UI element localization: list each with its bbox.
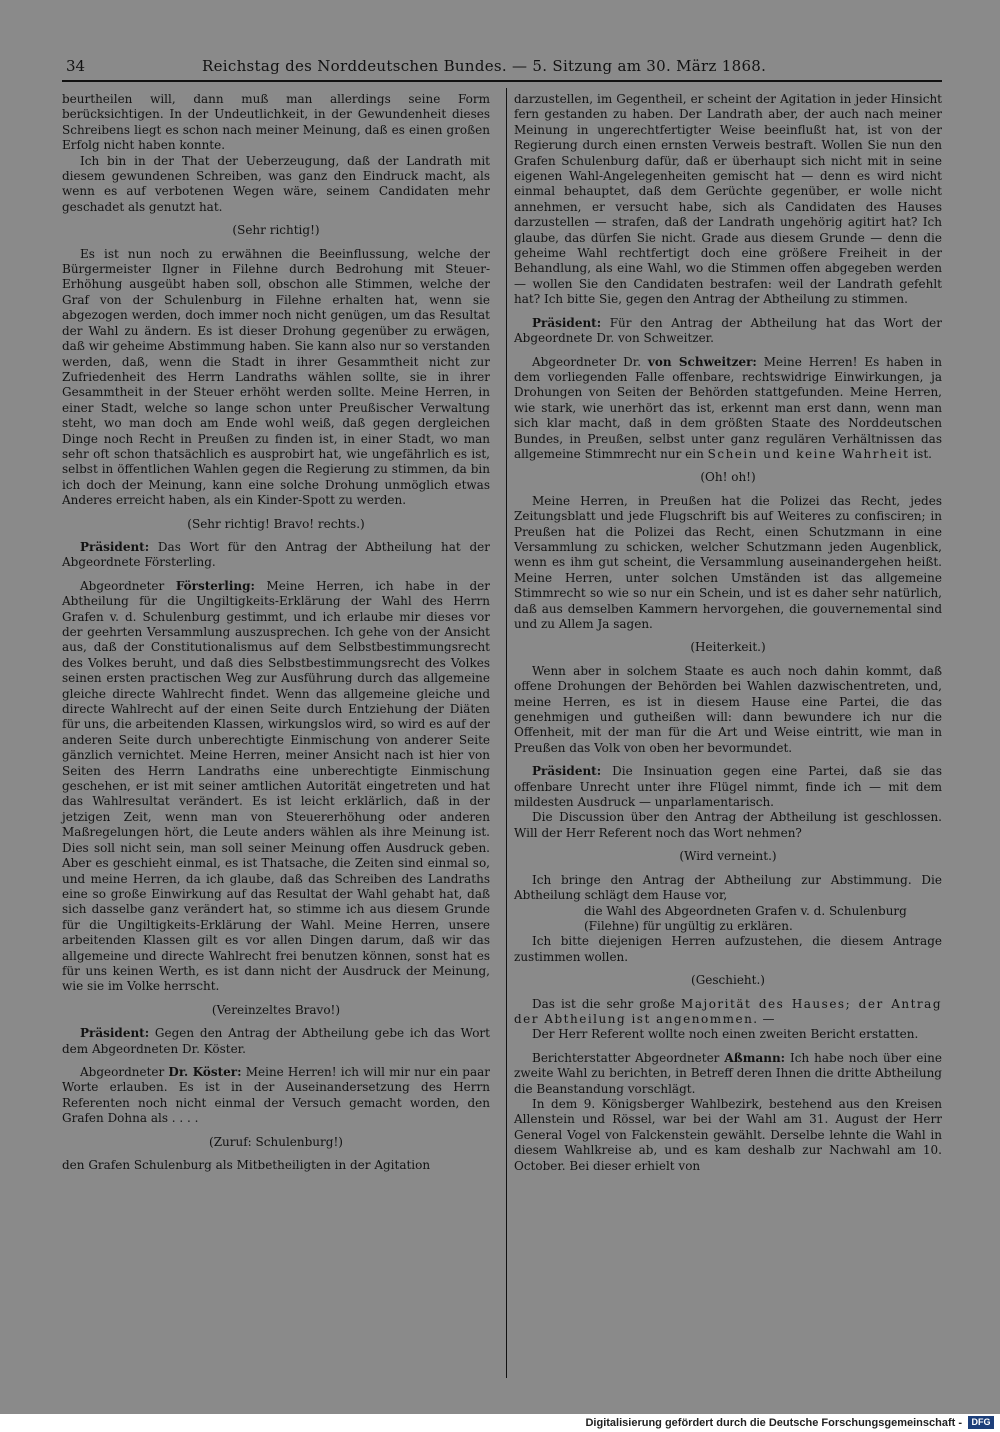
paragraph-text: Das ist die sehr große — [532, 996, 682, 1011]
left-column — [62, 92, 490, 1173]
paragraph: Die Discussion über den Antrag der Abtheilung ist geschlossen. Will der Herr Referent noch das Wort nehmen? — [514, 810, 942, 840]
speaker-prefix: Abgeordneter Dr. — [532, 354, 648, 369]
speaker-label: von Schweitzer: — [647, 354, 757, 369]
speaker-label: Präsident: — [80, 539, 150, 554]
speech-president — [514, 316, 942, 347]
speech-president — [62, 1026, 490, 1057]
speech-reporter — [514, 1051, 942, 1097]
interjection: (Zuruf: Schulenburg!) — [209, 1134, 343, 1149]
interjection: (Heiterkeit.) — [690, 640, 766, 655]
header-rule — [62, 80, 942, 82]
page-header — [62, 55, 942, 77]
paragraph: beurtheilen will, dann muß man allerdings seine Form berücksichtigen. In der Undeutlichkeit, in der Gewundenheit dieses Schreibens liegt es schon nach meiner Meinung, daß es einen großen Erfolg nicht haben konnte. — [62, 92, 490, 153]
right-column — [514, 92, 942, 1174]
paragraph: den Grafen Schulenburg als Mitbetheiligten in der Agitation — [62, 1158, 431, 1172]
speaker-label: Försterling: — [175, 578, 255, 593]
funding-credit: Digitalisierung gefördert durch die Deutsche Forschungsgemeinschaft - — [585, 1417, 962, 1429]
paragraph: Ich bitte diejenigen Herren aufzustehen, die diesem Antrage zustimmen wollen. — [514, 934, 942, 964]
paragraph: Ich bin in der That der Ueberzeugung, daß der Landrath mit diesem gewundenen Schreiben, was ganz den Eindruck macht, als wenn es auf verbotenen Wegen wäre, seinem Candidaten mehr geschadet als genutzt hat. — [62, 153, 490, 214]
speech-text: Gegen den Antrag der Abtheilung gebe ich das Wort dem Abgeordneten Dr. Köster. — [62, 1026, 490, 1056]
paragraph — [514, 997, 942, 1028]
speaker-label: Aßmann: — [724, 1050, 786, 1065]
paragraph: Wenn aber in solchem Staate es auch noch dahin kommt, daß offene Drohungen der Behörden bei Wahlen dazwischentreten, und, meine Herren, es ist in diesem Hause eine Partei, die das genehmigen und gutheißen will: dann bewundere ich nur die Offenheit, mit der man für die Art und Weise eintritt, wie man in Preußen das Volk von oben her bevormundet. — [514, 663, 942, 755]
emphasis-text: Schein und keine Wahrheit — [707, 446, 910, 461]
paragraph: Meine Herren, in Preußen hat die Polizei das Recht, jedes Zeitungsblatt und jede Flugschrift bis auf Weiteres zu confisciren; in Preußen hat die Polizei das Recht, einen Schutzmann in eine Versammlung zu schicken, welcher Schutzmann jeden Augenblick, wenn es ihm gut scheint, die Versammlung auseinandergehen heißt. Meine Herren, unter solchen Umständen ist das allgemeine Stimmrecht so wie so nur ein Schein, und ist es daher sehr natürlich, daß aus demselben Kammern hervorgehen, die gouvernemental sind und zu Allem Ja sagen. — [514, 493, 942, 631]
column-divider — [506, 88, 507, 1378]
speech-president — [62, 540, 490, 571]
digitization-footer — [0, 1414, 1000, 1432]
paragraph: Ich bringe den Antrag der Abtheilung zur Abstimmung. Die Abtheilung schlägt dem Hause vor, — [514, 872, 942, 903]
speaker-prefix: Berichterstatter Abgeordneter — [532, 1050, 725, 1065]
speaker-label: Präsident: — [80, 1026, 150, 1041]
paragraph: darzustellen, im Gegentheil, er scheint der Agitation in jeder Hinsicht fern gestanden zu haben. Der Landrath aber, der auch nach meiner Meinung in ungerechtfertigter Weise beeinflußt hat, ist von der Regierung durch einen ernsten Verweis bestraft. Wollen Sie nun den Grafen Schulenburg dafür, daß er überhaupt sich nicht mit in seine eigenen Wahl-Angelegenheiten gemischt hat — denn es wird nicht einmal behauptet, daß dem Gerüchte gegenüber, er wolle nicht annehmen, er versucht habe, sich als Candidaten des Hauses darzustellen — strafen, daß der Landrath ungehörig agitirt hat? Ich glaube, das dürfen Sie nicht. Grade aus diesem Grunde — denn die geheime Wahl rechtfertigt doch eine größere Freiheit in der Behandlung, als eine Wahl, wo die Stimmen offen abgegeben werden — wollen Sie den Candidaten bestrafen: weil der Landrath gefehlt hat? Ich bitte Sie, gegen den Antrag der Abtheilung zu stimmen. — [514, 92, 942, 307]
speech-deputy — [514, 355, 942, 463]
speech-deputy — [62, 1065, 490, 1127]
speaker-label: Präsident: — [532, 764, 602, 779]
speech-deputy — [62, 579, 490, 995]
interjection: (Vereinzeltes Bravo!) — [211, 1002, 341, 1017]
speech-text: Für den Antrag der Abtheilung hat das Wort der Abgeordnete Dr. von Schweitzer. — [514, 315, 942, 346]
speech-text: Das Wort für den Antrag der Abtheilung hat der Abgeordnete Försterling. — [62, 539, 490, 570]
speech-text: Meine Herren, ich habe in der Abtheilung für die Ungiltigkeits-Erklärung der Wahl des Herrn Grafen v. d. Schulenburg gestimmt, und ich erlaube mir dieses vor der geehrten Versammlung auszusprechen. Ich gehe von der Ansicht aus, daß der Constitutionalismus auf dem Selbstbestimmungsrecht des Volkes beruht, und daß dies Selbstbestimmungsrecht des Volkes seinen ersten practischen Weg zur Ausführung durch das allgemeine gleiche directe Wahlrecht findet. Wenn das allgemeine gleiche und directe Wahlrecht auf der einen Seite durch Entziehung der Diäten für uns, die arbeitenden Klassen, wirkungslos wird, so wird es auf der anderen Seite durch unberechtigte Einmischung von anderer Seite gänzlich vernichtet. Meine Herren, meiner Ansicht nach ist hier von Seiten des Herrn Landraths eine unberechtigte Einmischung geschehen, er ist mit seiner amtlichen Autorität eingetreten und hat das Wahlresultat verändert. Es ist leicht erklärlich, daß in der jetzigen Zeit, wenn man von Steuererhöhung oder anderen Maßregelungen hört, die Leute anders wählen als ihre Meinung ist. Dies soll nicht sein, man soll seiner Meinung offen Ausdruck geben. Aber es geschieht einmal, es ist Thatsache, die Zeiten sind einmal so, und meine Herren, da ich glaube, daß das Schreiben des Landraths eine so große Einwirkung auf das Resultat der Wahl gehabt hat, daß sich dasselbe ganz verändert hat, so stimme ich aus diesem Grunde für die Ungiltigkeits-Erklärung der Wahl. Meine Herren, unsere arbeitenden Klassen gilt es vor allen Dingen darum, daß wir das allgemeine und directe Wahlrecht frei benutzen können, sonst hat es für uns keinen Werth, es ist dann nicht der Ausdruck der Meinung, wie sie im Volke herrscht. — [62, 578, 490, 994]
speech-text: Die Insinuation gegen eine Partei, daß sie das offenbare Unrecht unter ihre Flügel nimmt, finde ich — mit dem mildesten Ausdruck — unparlamentarisch. — [514, 764, 942, 810]
dfg-logo: DFG — [968, 1416, 994, 1429]
speech-text: Ich habe noch über eine zweite Wahl zu berichten, in Betreff deren Ihnen die dritte Abtheilung die Beanstandung vorschlägt. — [514, 1050, 942, 1096]
header-title: Reichstag des Norddeutschen Bundes. — 5. Sitzung am 30. März 1868. — [202, 57, 767, 75]
interjection: (Wird verneint.) — [679, 849, 777, 864]
speech-president — [514, 764, 942, 810]
speaker-prefix: Abgeordneter — [80, 1064, 169, 1079]
speaker-label: Dr. Köster: — [168, 1064, 242, 1079]
speech-text: Meine Herren! ich will mir nur ein paar Worte erlauben. Es ist in der Auseinandersetzung des Herrn Referenten noch nicht einmal der Versuch gemacht worden, den Grafen Dohna als . . . . — [62, 1064, 491, 1126]
speech-text: Meine Herren! Es haben in dem vorliegenden Falle offenbare, rechtswidrige Einwirkungen, ja Drohungen von Seiten der Behörden stattgefunden. Meine Herren, wie stark, wie unerhört das ist, erkennt man erst dann, wenn man sich klar macht, daß in dem größten Staate des Norddeutschen Bundes, in Preußen, selbst unter ganz regulären Verhältnissen das allgemeine Stimmrecht nur ein — [514, 354, 942, 461]
speech-text: ist. — [909, 446, 932, 461]
motion-quote: die Wahl des Abgeordneten Grafen v. d. Schulenburg (Filehne) für ungültig zu erklären. — [584, 903, 907, 933]
interjection: (Sehr richtig! Bravo! rechts.) — [187, 516, 365, 531]
interjection: (Geschieht.) — [691, 973, 765, 988]
page-number: 34 — [66, 57, 86, 75]
interjection: (Oh! oh!) — [700, 470, 756, 485]
emphasis-text: Majorität des Hauses; der Antrag der Abtheilung ist angenommen. — [514, 996, 943, 1026]
interjection: (Sehr richtig!) — [232, 223, 320, 238]
paragraph: Der Herr Referent wollte noch einen zweiten Bericht erstatten. — [532, 1027, 919, 1042]
paragraph: Es ist nun noch zu erwähnen die Beeinflussung, welche der Bürgermeister Ilgner in Filehne durch Bedrohung mit Steuer-Erhöhung ausgeübt haben soll, obschon alle Stimmen, welche der Graf von der Schulenburg in Filehne erhalten hat, wenn sie abgezogen werden, doch immer noch nicht genügen, um das Resultat der Wahl zu ändern. Es ist dieser Drohung gegenüber zu erwägen, daß wir geheime Abstimmung haben. Sie kann also nur so verstanden werden, daß, wenn die Stadt in ihrer Gesammtheit nicht zur Zufriedenheit des Herrn Landraths wählen sollte, sie in ihrer Gesammtheit in der Steuer erhöht werden sollte. Meine Herren, in einer Stadt, welche so lange schon unter Preußischer Verwaltung steht, wo man doch am Ende wohl weiß, daß gegen dergleichen Dinge noch Recht in Preußen zu finden ist, in einer Stadt, wo man sehr oft schon thatsächlich es ausprobirt hat, wie ungefährlich es ist, selbst in öffentlichen Wahlen gegen die Regierung zu stimmen, da bin ich doch der Meinung, kann eine solche Drohung unmöglich etwas Anderes erreicht haben, als ein Kinder-Spott zu werden. — [62, 246, 490, 508]
paragraph: In dem 9. Königsberger Wahlbezirk, bestehend aus den Kreisen Allenstein und Rössel, war bei der Wahl am 31. August der Herr General Vogel von Falckenstein gewählt. Derselbe lehnte die Wahl in diesem Wahlkreise ab, und es kam deshalb zur Nachwahl am 10. October. Bei dieser erhielt von — [514, 1096, 942, 1173]
speaker-prefix: Abgeordneter — [80, 578, 176, 593]
paragraph-text: — — [758, 1011, 775, 1026]
speaker-label: Präsident: — [532, 315, 602, 330]
